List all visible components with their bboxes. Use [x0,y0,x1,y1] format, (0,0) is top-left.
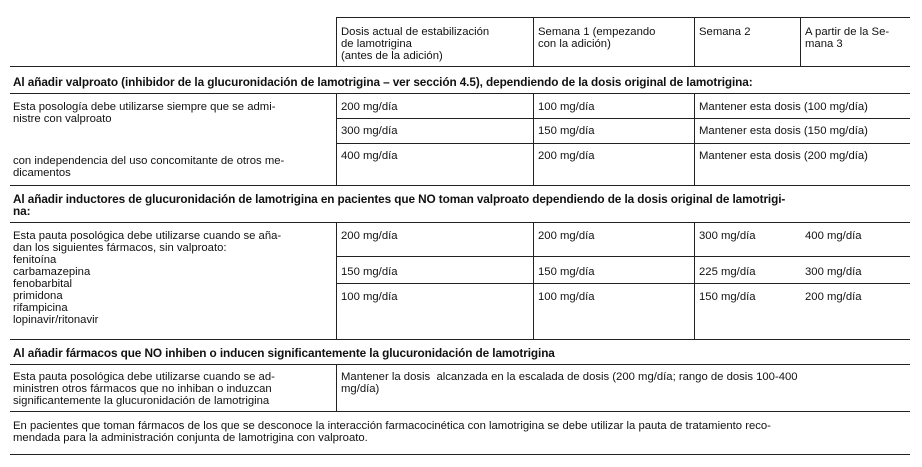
section1-desc-top: Esta posología debe utilizarse siempre que se admi- nistre con valproato [13,101,276,125]
vrule-s2-c2 [533,222,534,339]
s1-r1-maintain: Mantener esta dosis (100 mg/día) [699,101,868,113]
s2-r1-week1: 200 mg/día [538,230,595,242]
vrule-s1-c2 [533,93,534,185]
rule-footer-bottom [10,454,910,455]
header-week2: Semana 2 [699,26,751,38]
rule-s2-title [10,222,910,223]
section3-desc: Esta pauta posológica debe utilizarse cuando se ad- ministren otros fármacos que no inhiban o induzcan significantemente la glucuronidación de lamotrigina [13,371,275,407]
s2-r2-current: 150 mg/día [341,266,398,278]
vrule-header-c3 [694,17,695,66]
s2-r3-week3: 200 mg/día [805,291,862,303]
s1-r3-maintain: Mantener esta dosis (200 mg/día) [699,150,868,162]
header-week1: Semana 1 (empezando con la adición) [538,26,656,50]
s2-r2-week3: 300 mg/día [805,266,862,278]
header-current-dose: Dosis actual de estabilización de lamotrigina (antes de la adición) [341,26,490,62]
rule-s1-title [10,93,910,94]
vrule-header-c2 [533,17,534,66]
section2-title: Al añadir inductores de glucuronidación de lamotrigina en pacientes que NO toman valproato dependiendo de la dosis original de lamotrigi- na: [13,192,786,218]
rule-s1-bottom [10,185,910,186]
vrule-header-c1 [336,17,337,66]
footer-note: En pacientes que toman fármacos de los que se desconoce la interacción farmacocinética con lamotrigina se debe utilizar la pauta de tratamiento reco- mendada para la administración conjunta de lamotrigina con valproato. [13,420,771,444]
s1-r2-week1: 150 mg/día [538,125,595,137]
s2-r3-week2: 150 mg/día [699,291,756,303]
s2-r3-week1: 100 mg/día [538,291,595,303]
s1-r1-week1: 100 mg/día [538,101,595,113]
s2-r1-current: 200 mg/día [341,230,398,242]
rule-s2-row2 [336,283,910,284]
s1-r3-week1: 200 mg/día [538,150,595,162]
s1-r2-maintain: Mantener esta dosis (150 mg/día) [699,125,868,137]
s2-r1-week2: 300 mg/día [699,230,756,242]
section3-dose: Mantener la dosis alcanzada en la escalada de dosis (200 mg/día; rango de dosis 100-400 mg/día) [341,371,798,395]
rule-s3-title [10,364,910,365]
s2-r2-week1: 150 mg/día [538,266,595,278]
rule-s3-bottom [10,411,910,412]
vrule-s3-c1 [336,364,337,411]
s2-r1-week3: 400 mg/día [805,230,862,242]
s1-r3-current: 400 mg/día [341,150,398,162]
s1-r2-current: 300 mg/día [341,125,398,137]
s2-r2-week2: 225 mg/día [699,266,756,278]
rule-s1-row1 [336,118,910,119]
vrule-s2-c3 [694,222,695,339]
section1-desc-bottom: con independencia del uso concomitante de otros me- dicamentos [13,155,285,179]
header-week3: A partir de la Se- mana 3 [805,26,890,50]
vrule-header-c4 [800,17,801,66]
rule-top [336,17,910,18]
vrule-s1-c1 [336,93,337,185]
vrule-s2-c1 [336,222,337,339]
rule-header-bottom [10,66,910,67]
rule-s2-bottom [10,339,910,340]
s2-r3-current: 100 mg/día [341,291,398,303]
section3-title: Al añadir fármacos que NO inhiben o inducen significantemente la glucuronidación de lamotrigina [13,346,555,360]
section2-desc: Esta pauta posológica debe utilizarse cuando se aña- dan los siguientes fármacos, sin valproato: fenitoína carbamazepina fenobarbital primidona rifampicina lopinavir/ritonavir [13,230,282,326]
rule-s2-row1 [336,256,910,257]
rule-s1-row2 [336,143,910,144]
vrule-s1-c3 [694,93,695,185]
s1-r1-current: 200 mg/día [341,101,398,113]
section1-title: Al añadir valproato (inhibidor de la glucuronidación de lamotrigina – ver sección 4.5), dependiendo de la dosis original de lamotrigina: [13,75,753,89]
